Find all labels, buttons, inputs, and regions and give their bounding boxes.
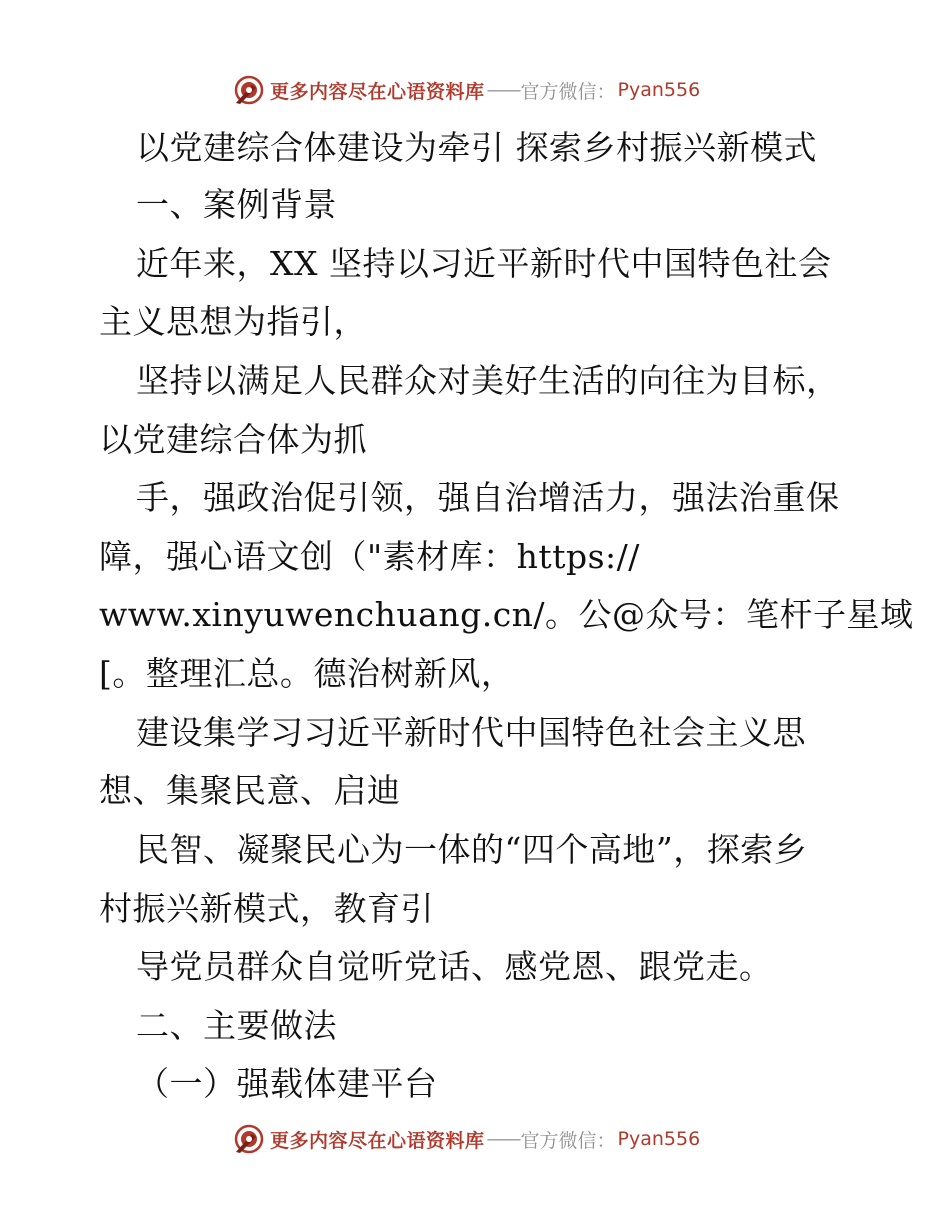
header-watermark bbox=[232, 72, 700, 108]
watermark-dash: —— bbox=[486, 79, 519, 101]
paragraph-line: 导党员群众自觉听党话、感党恩、跟党走。 bbox=[136, 947, 773, 986]
paragraph-line: 坚持以满足人民群众对美好生活的向往为目标， bbox=[136, 361, 840, 400]
watermark-wechat-id: Pyan556 bbox=[617, 79, 701, 101]
paragraph-line: 民智、凝聚民心为一体的“四个高地”，探索乡 bbox=[136, 830, 808, 869]
footer-watermark bbox=[232, 1121, 700, 1157]
watermark-wechat-label: 官方微信： bbox=[520, 1129, 616, 1152]
paragraph-line: 村振兴新模式，教育引 bbox=[99, 889, 434, 928]
pen-logo-icon bbox=[232, 1122, 266, 1156]
paragraph-line: www.xinyuwenchuang.cn/。公@众号：笔杆子星域 bbox=[99, 595, 914, 634]
paragraph-line: 障，强心语文创（"素材库：https:// bbox=[99, 537, 640, 576]
paragraph-line: 主义思想为指引， bbox=[99, 302, 367, 341]
document-title: 以党建综合体建设为牵引 探索乡村振兴新模式 bbox=[136, 128, 817, 167]
paragraph-line: 想、集聚民意、启迪 bbox=[99, 771, 401, 810]
watermark-wechat-id: Pyan556 bbox=[617, 1128, 701, 1150]
pen-logo-icon bbox=[232, 73, 266, 107]
paragraph-line: 近年来，XX 坚持以习近平新时代中国特色社会 bbox=[136, 244, 832, 283]
subsection-heading: （一）强载体建平台 bbox=[136, 1064, 438, 1103]
paragraph-line: [。整理汇总。德治树新风， bbox=[99, 654, 515, 693]
section-heading: 二、主要做法 bbox=[136, 1006, 337, 1045]
watermark-wechat-label: 官方微信： bbox=[520, 80, 616, 103]
paragraph-line: 以党建综合体为抓 bbox=[99, 420, 367, 459]
paragraph-line: 建设集学习习近平新时代中国特色社会主义思 bbox=[136, 713, 806, 752]
watermark-dash: —— bbox=[486, 1128, 519, 1150]
watermark-title: 更多内容尽在心语资料库 bbox=[270, 80, 485, 103]
section-heading: 一、案例背景 bbox=[136, 185, 337, 224]
watermark-title: 更多内容尽在心语资料库 bbox=[270, 1129, 485, 1152]
paragraph-line: 手，强政治促引领，强自治增活力，强法治重保 bbox=[136, 478, 840, 517]
